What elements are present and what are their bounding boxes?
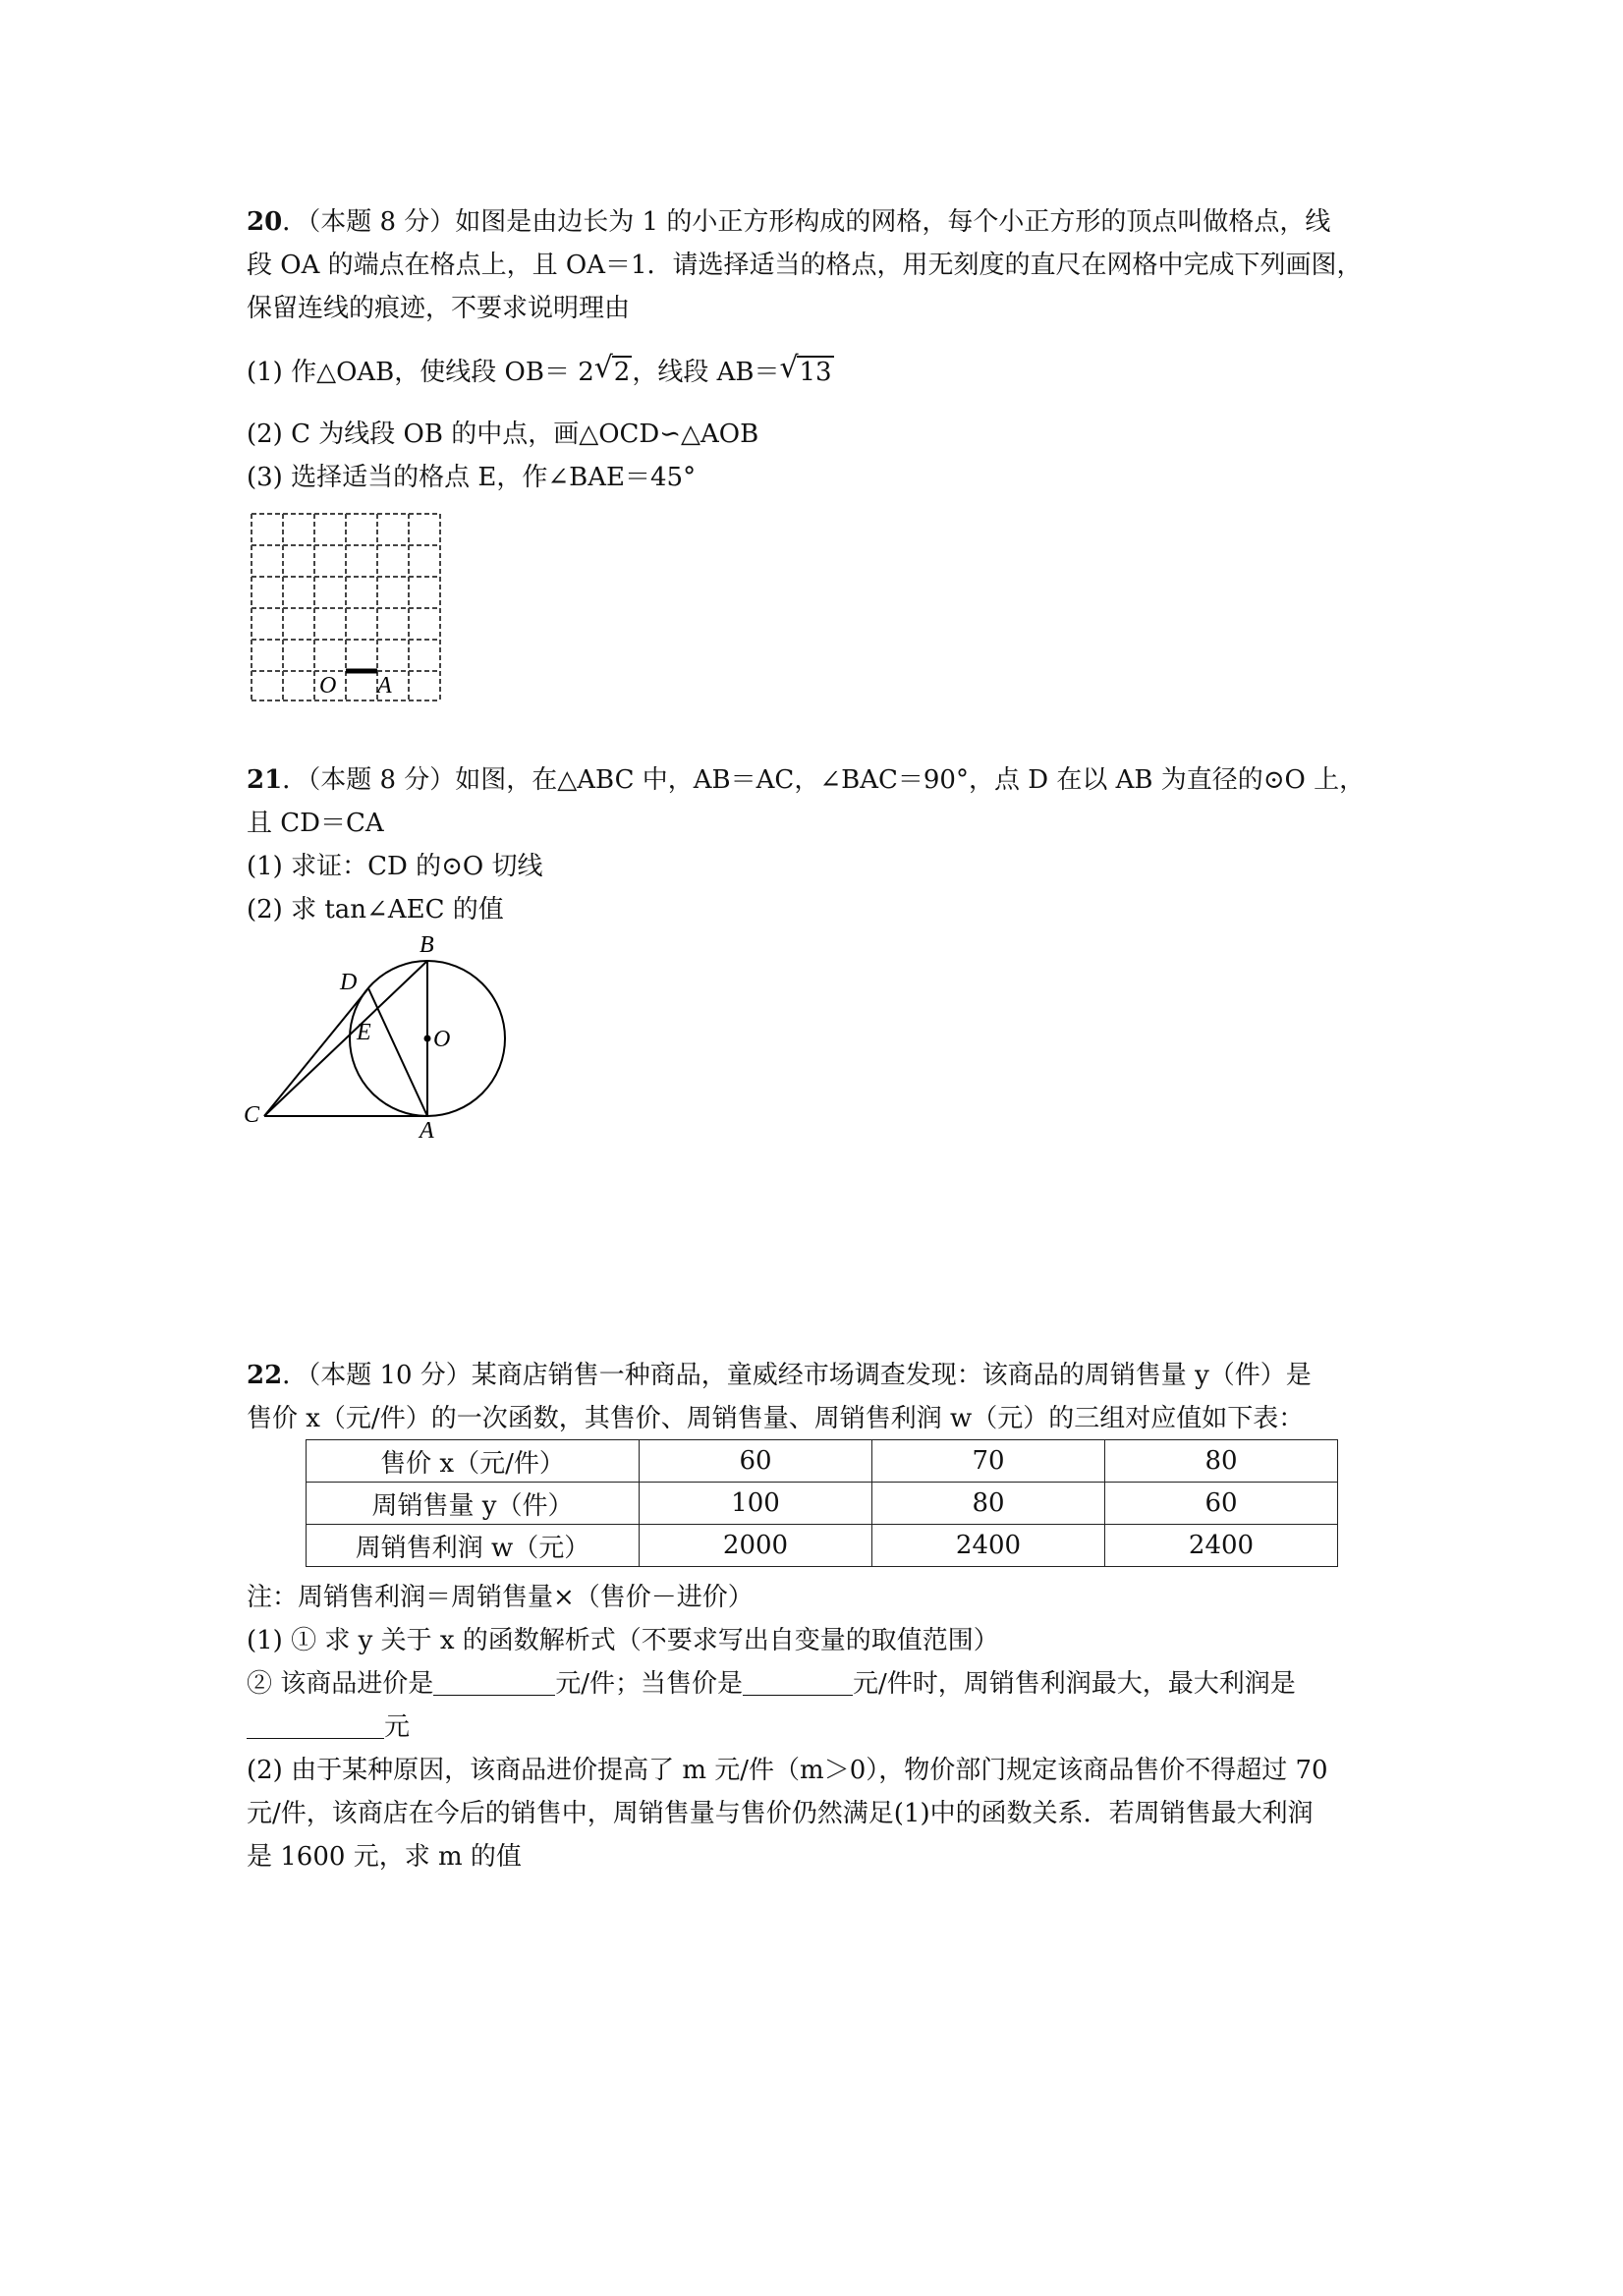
answer-blank-cost[interactable] (433, 1667, 555, 1696)
sqrt-13: √ 13 (779, 351, 832, 387)
fig-label-o: O (433, 1027, 451, 1052)
fig-label-a: A (420, 1118, 434, 1144)
table-cell: 60 (640, 1440, 872, 1483)
q20-part-1 (247, 351, 1386, 394)
q22-after-table (247, 1576, 1386, 1878)
grid-figure (248, 511, 444, 703)
fig-label-b: B (420, 932, 434, 958)
grid-label-o: O (319, 673, 337, 699)
q20-number: 20 (247, 207, 283, 237)
q20-p1-mid: ，线段 AB＝ (632, 358, 780, 387)
table-cell: 2400 (872, 1525, 1105, 1567)
question-20 (247, 200, 1386, 330)
answer-blank-profit[interactable] (247, 1710, 384, 1739)
question-22 (247, 1354, 1386, 1440)
question-21 (247, 758, 1386, 931)
table-cell: 100 (640, 1483, 872, 1525)
q20-intro-line-1: 20．（本题 8 分）如图是由边长为 1 的小正方形构成的网格，每个小正方形的顶点叫做格点，线 (247, 207, 1331, 237)
fig-label-c: C (244, 1102, 260, 1128)
q20-part-3: (3) 选择适当的格点 E，作∠BAE＝45° (247, 463, 697, 492)
fig-label-e: E (357, 1020, 371, 1045)
row-header: 周销售量 y（件） (307, 1483, 640, 1525)
table-cell: 60 (1105, 1483, 1338, 1525)
value-table (306, 1439, 1338, 1567)
q20-p1-text: (1) 作△OAB，使线段 OB＝ 2 (247, 358, 594, 387)
q22-note: 注：周销售利润＝周销售量×（售价－进价） (247, 1583, 754, 1612)
q22-intro-line-1: 22．（本题 10 分）某商店销售一种商品，童威经市场调查发现：该商品的周销售量 y（件）是 (247, 1361, 1312, 1390)
q20-part-2: (2) C 为线段 OB 的中点，画△OCD∽△AOB (247, 420, 759, 449)
q21-intro-line-1: 21．（本题 8 分）如图，在△ABC 中，AB＝AC，∠BAC＝90°，点 D 在以 AB 为直径的⊙O 上， (247, 765, 1366, 795)
fig-label-d: D (340, 970, 358, 995)
table-row (307, 1525, 1338, 1567)
q20-intro-line-3: 保留连线的痕迹，不要求说明理由 (247, 294, 631, 323)
table-row (307, 1440, 1338, 1483)
circle-figure (241, 928, 516, 1149)
q22-part-1-3: 元 (247, 1706, 1386, 1749)
q21-intro-line-2: 且 CD＝CA (247, 809, 384, 838)
answer-blank-price[interactable] (743, 1667, 853, 1696)
q22-number: 22 (247, 1361, 283, 1390)
table-cell: 80 (1105, 1440, 1338, 1483)
table-cell: 2000 (640, 1525, 872, 1567)
table-cell: 2400 (1105, 1525, 1338, 1567)
q22-part-2-line-2: 元/件，该商店在今后的销售中，周销售量与售价仍然满足(1)中的函数关系．若周销售最大利润 (247, 1799, 1314, 1828)
sqrt-2: √ 2 (593, 351, 631, 387)
q21-part-2: (2) 求 tan∠AEC 的值 (247, 895, 504, 924)
table-row (307, 1483, 1338, 1525)
q22-intro-line-2: 售价 x（元/件）的一次函数，其售价、周销售量、周销售利润 w（元）的三组对应值如下表： (247, 1404, 1305, 1433)
q21-part-1: (1) 求证：CD 的⊙O 切线 (247, 852, 543, 881)
row-header: 售价 x（元/件） (307, 1440, 640, 1483)
table-cell: 80 (872, 1483, 1105, 1525)
q20-intro-line-2: 段 OA 的端点在格点上，且 OA＝1．请选择适当的格点，用无刻度的直尺在网格中完成下列画图， (247, 251, 1363, 280)
table-cell: 70 (872, 1440, 1105, 1483)
q22-part-2-line-1: (2) 由于某种原因，该商品进价提高了 m 元/件（m＞0），物价部门规定该商品售价不得超过 70 (247, 1756, 1328, 1785)
center-point (424, 1036, 431, 1042)
q22-part-1-1: (1) ① 求 y 关于 x 的函数解析式（不要求写出自变量的取值范围） (247, 1626, 999, 1655)
row-header: 周销售利润 w（元） (307, 1525, 640, 1567)
q22-part-1-2: ② 该商品进价是 元/件；当售价是 元/件时，周销售利润最大，最大利润是 (247, 1669, 1296, 1699)
q21-number: 21 (247, 765, 283, 795)
grid-label-a: A (377, 673, 392, 699)
q22-part-2-line-3: 是 1600 元，求 m 的值 (247, 1842, 522, 1872)
segment-cd (264, 988, 368, 1116)
